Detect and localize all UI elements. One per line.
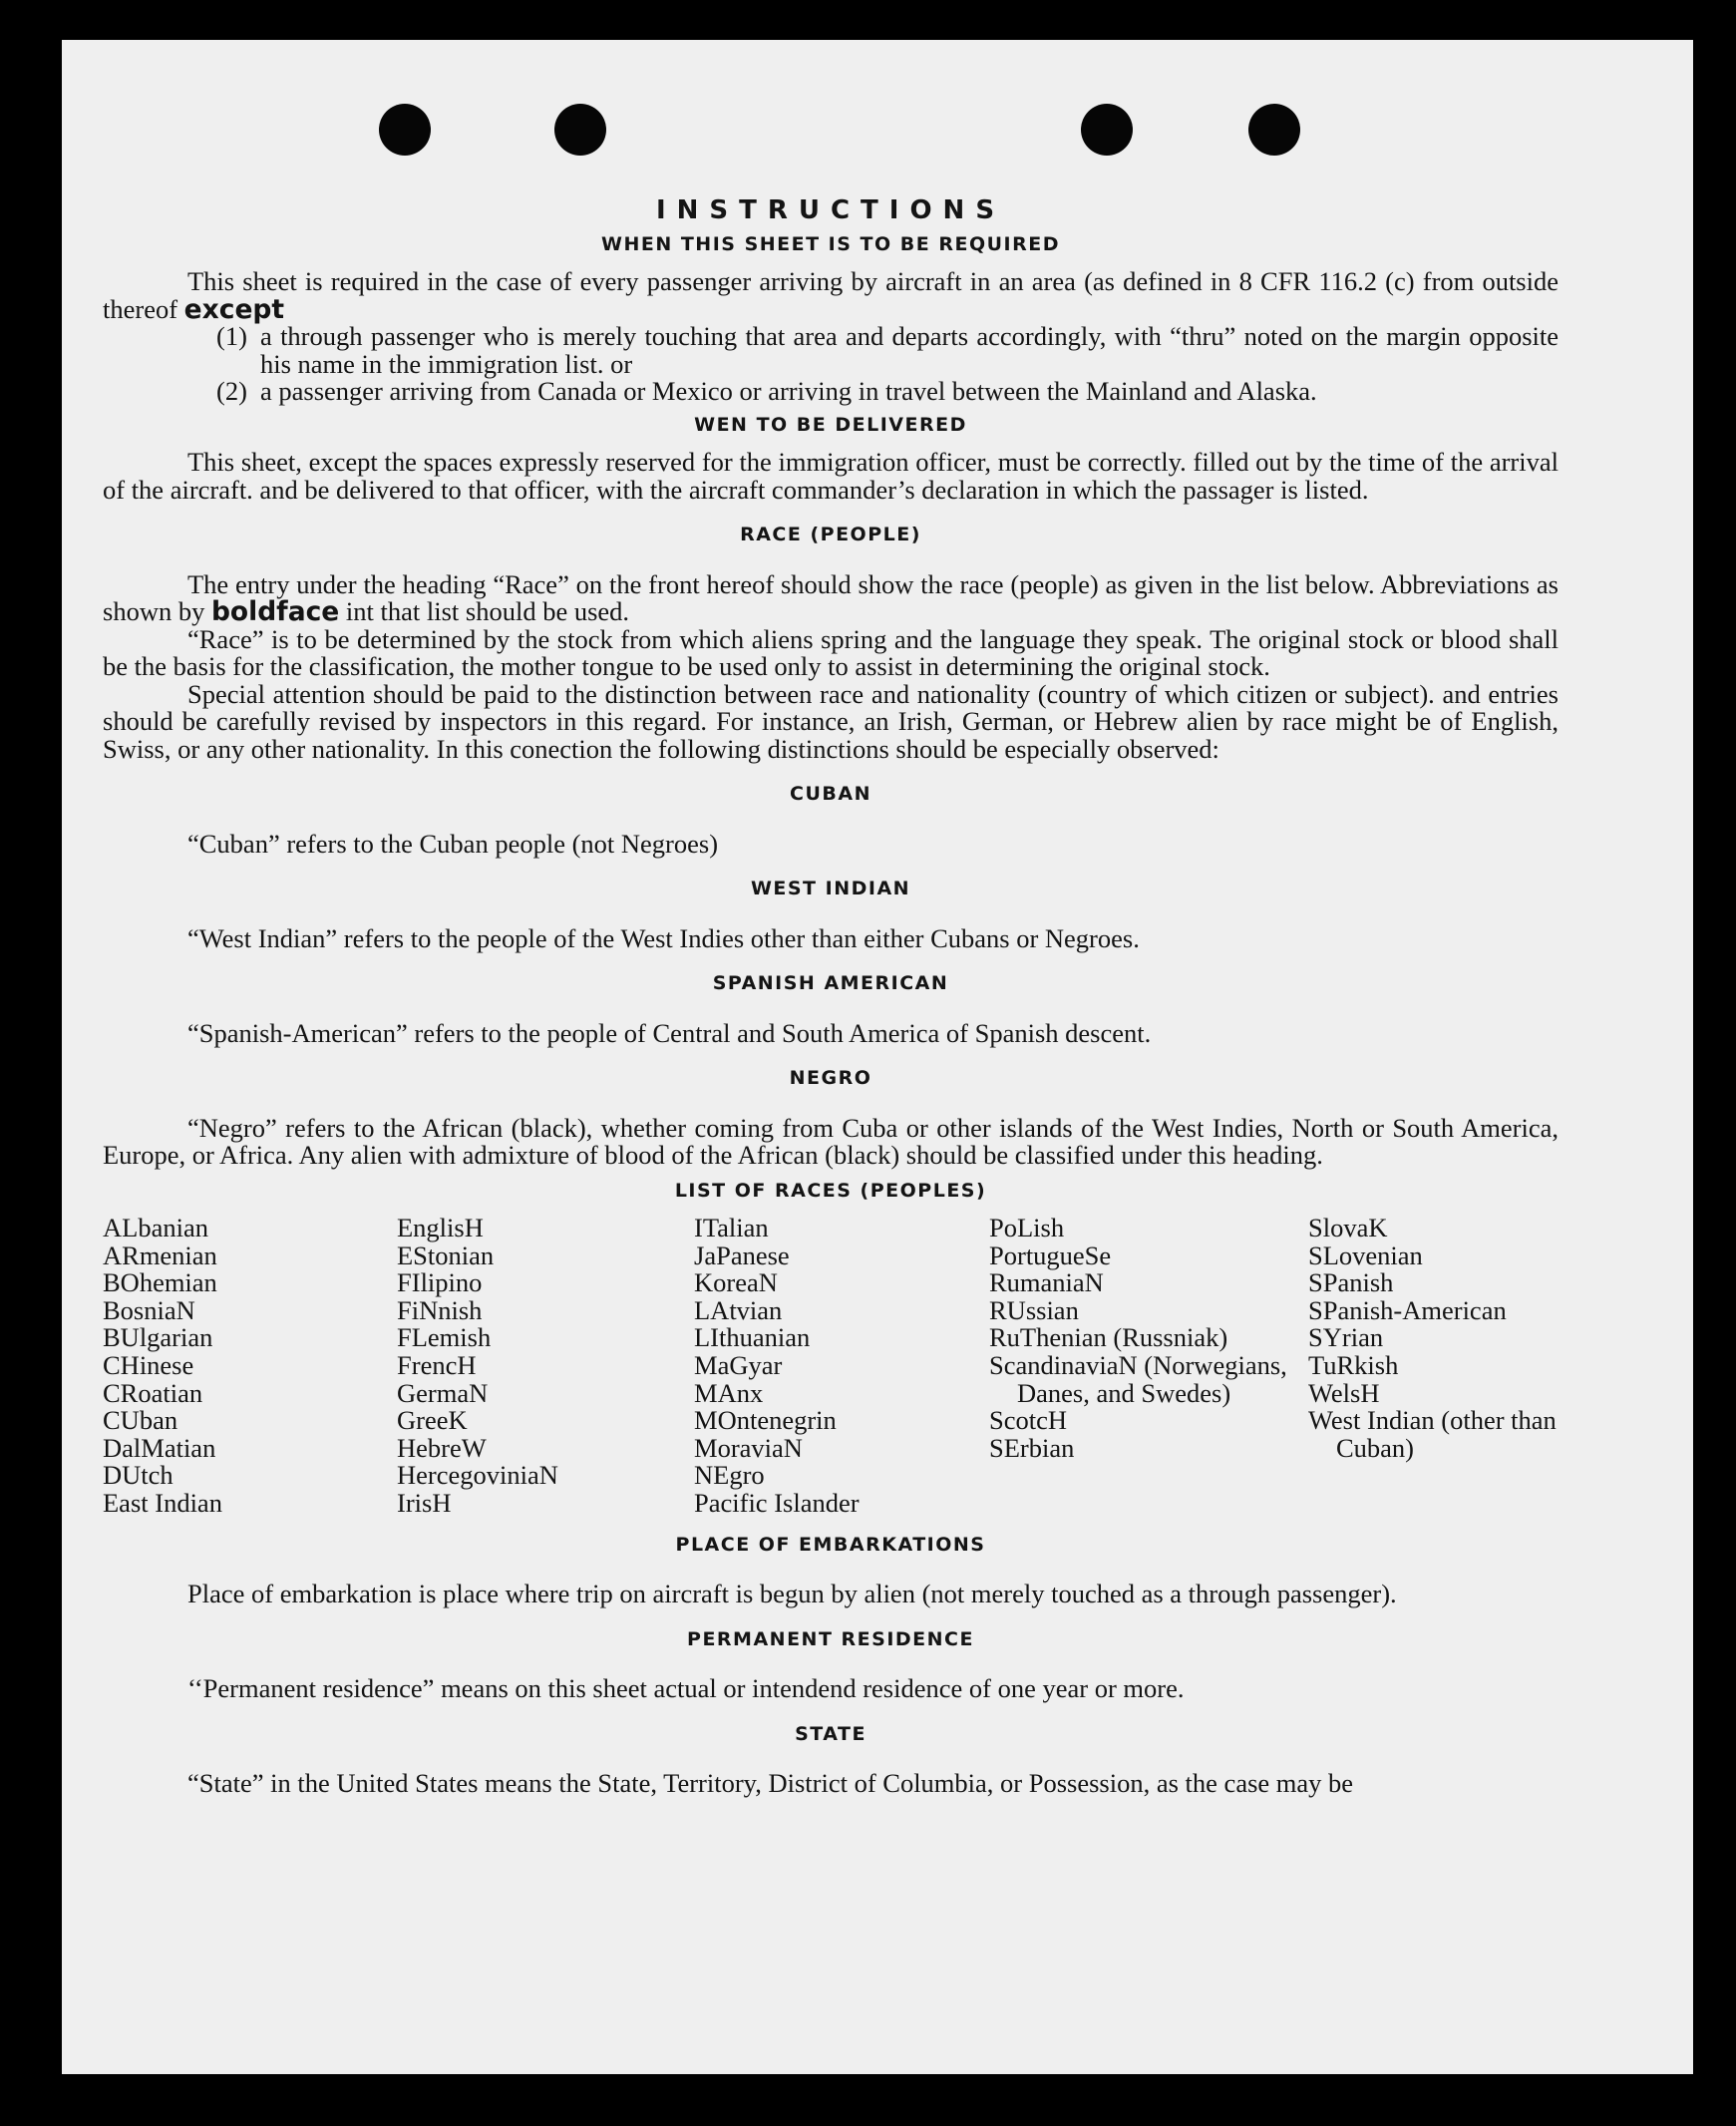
- races-column: [1308, 1215, 1559, 1518]
- race-entry: ALbanian: [103, 1213, 208, 1242]
- race-entry: PortugueSe: [989, 1240, 1112, 1270]
- race-p1-text-end: int that list should be used.: [345, 596, 630, 626]
- race-paragraph-1: [103, 568, 1559, 627]
- race-entry: LIthuanian: [694, 1322, 811, 1353]
- section-heading-race: RACE (PEOPLE): [740, 524, 921, 545]
- exception-item-1: [103, 323, 1559, 378]
- race-entry: RUssian: [989, 1294, 1079, 1325]
- race-entry: BOhemian: [103, 1267, 217, 1298]
- race-entry: MaGyar: [694, 1349, 783, 1380]
- exception-number: (2): [216, 376, 247, 406]
- race-entry: LAtvian: [694, 1294, 783, 1325]
- races-column: [103, 1215, 397, 1518]
- race-entry: RumaniaN: [989, 1267, 1104, 1298]
- race-entry: SPanish-American: [1308, 1294, 1507, 1325]
- section-heading-state: STATE: [795, 1722, 867, 1745]
- race-entry: MoraviaN: [694, 1432, 803, 1463]
- required-intro: This sheet is required in the case of every passenger arriving by aircraft in an area (as defined in 8 CFR 116.2 (c) from outside thereof: [103, 266, 1559, 324]
- race-entry: MAnx: [694, 1377, 764, 1408]
- race-paragraph-2: “Race” is to be determined by the stock from which aliens spring and the language they speak. The original stock or blood shall be the basis for the classification, the mother tongue to be used only to assist in determining the original stock.: [103, 623, 1559, 681]
- race-entry: Pacific Islander: [694, 1487, 860, 1518]
- race-entry: SYrian: [1308, 1322, 1384, 1353]
- race-entry: KoreaN: [694, 1267, 778, 1298]
- section-heading-list-of-races: LIST OF RACES (PEOPLES): [674, 1179, 987, 1202]
- section-heading-west-indian: WEST INDIAN: [750, 878, 911, 899]
- race-entry: CHinese: [103, 1349, 194, 1380]
- negro-paragraph: “Negro” refers to the African (black), whether coming from Cuba or other islands of the West Indies, North or South America, Europe, or Africa. Any alien with admixture of blood of the African (black) should be classified under this heading.: [103, 1112, 1559, 1170]
- race-entry: CRoatian: [103, 1377, 203, 1408]
- race-entry: ITalian: [694, 1213, 769, 1242]
- race-entry: IrisH: [397, 1487, 452, 1518]
- race-entry: ScotcH: [989, 1405, 1068, 1436]
- race-entry: ARmenian: [103, 1240, 217, 1270]
- boldface-word: boldface: [210, 596, 340, 627]
- exception-text: a through passenger who is merely touching that area and departs accordingly, with “thru” noted on the margin opposite his name in the immigration list. or: [260, 321, 1559, 379]
- race-entry: RuThenian (Russniak): [989, 1322, 1228, 1353]
- race-entry: TuRkish: [1308, 1349, 1399, 1380]
- races-column: [694, 1215, 989, 1518]
- document-page: [62, 40, 1693, 2074]
- race-entry: PoLish: [989, 1213, 1065, 1242]
- race-entry: HercegoviniaN: [397, 1460, 558, 1491]
- permanent-residence-paragraph: ‘‘Permanent residence” means on this sheet actual or intendend residence of one year or more.: [187, 1673, 1185, 1704]
- race-entry: SErbian: [989, 1432, 1075, 1463]
- race-entry: DUtch: [103, 1460, 174, 1491]
- section-heading-required: WHEN THIS SHEET IS TO BE REQUIRED: [600, 232, 1060, 255]
- race-paragraph-3: Special attention should be paid to the distinction between race and nationality (country of which citizen or subject). and entries should be carefully revised by inspectors in this regard. For instance, an Irish, German, or Hebrew alien by race might be of English, Swiss, or any other nationality. In this conection the following distinctions should be especially observed:: [103, 678, 1559, 764]
- punch-hole: [1248, 104, 1300, 156]
- spanish-american-paragraph: “Spanish-American” refers to the people of Central and South America of Spanish descent.: [187, 1017, 1152, 1048]
- punch-hole: [379, 104, 431, 156]
- except-word: except: [183, 293, 285, 325]
- race-entry: West Indian (other than Cuban): [1308, 1405, 1557, 1463]
- state-paragraph: “State” in the United States means the State, Territory, District of Columbia, or Possession, as the case may be: [187, 1768, 1354, 1799]
- race-entry: ScandinaviaN (Norwegians, Danes, and Swedes): [989, 1349, 1287, 1408]
- races-column: [989, 1215, 1308, 1518]
- race-entry: JaPanese: [694, 1240, 790, 1270]
- exception-number: (1): [216, 321, 247, 351]
- embarkation-paragraph: Place of embarkation is place where trip on aircraft is begun by alien (not merely touched as a through passenger).: [187, 1579, 1397, 1609]
- race-entry: FiNnish: [397, 1294, 483, 1325]
- section-heading-negro: NEGRO: [789, 1067, 872, 1089]
- race-entry: EStonian: [397, 1240, 495, 1270]
- punch-hole: [554, 104, 606, 156]
- section-heading-permanent-residence: PERMANENT RESIDENCE: [687, 1627, 974, 1650]
- race-entry: SLovenian: [1308, 1240, 1423, 1270]
- race-entry: SPanish: [1308, 1267, 1394, 1298]
- race-entry: EnglisH: [397, 1213, 484, 1242]
- page-title: INSTRUCTIONS: [655, 195, 1006, 225]
- race-entry: MOntenegrin: [694, 1405, 837, 1436]
- race-entry: SlovaK: [1308, 1213, 1388, 1242]
- exception-item-2: [103, 378, 1559, 406]
- races-list: [103, 1215, 1559, 1518]
- race-entry: GreeK: [397, 1405, 468, 1436]
- race-entry: NEgro: [694, 1460, 765, 1491]
- race-entry: HebreW: [397, 1432, 487, 1463]
- race-entry: BUlgarian: [103, 1322, 213, 1353]
- race-entry: CUban: [103, 1405, 178, 1436]
- race-entry: FIlipino: [397, 1267, 483, 1298]
- section-heading-embarkation: PLACE OF EMBARKATIONS: [675, 1533, 986, 1556]
- race-entry: East Indian: [103, 1487, 222, 1518]
- race-entry: FrencH: [397, 1349, 477, 1380]
- cuban-paragraph: “Cuban” refers to the Cuban people (not Negroes): [187, 828, 719, 859]
- race-entry: WelsH: [1308, 1377, 1380, 1408]
- race-p1-text: The entry under the heading “Race” on the front hereof should show the race (people) as given in the list below. Abbreviations as shown by: [103, 568, 1559, 626]
- punch-hole: [1081, 104, 1133, 156]
- race-entry: GermaN: [397, 1377, 489, 1408]
- delivered-paragraph: This sheet, except the spaces expressly reserved for the immigration officer, must be correctly. filled out by the time of the arrival of the aircraft. and be delivered to that officer, with the aircraft commander’s declaration in which the passager is listed.: [103, 447, 1559, 505]
- race-entry: BosniaN: [103, 1294, 195, 1325]
- races-column: [397, 1215, 694, 1518]
- west-indian-paragraph: “West Indian” refers to the people of the West Indies other than either Cubans or Negroes.: [187, 922, 1140, 953]
- instructions-content: [103, 197, 1559, 1798]
- section-heading-cuban: CUBAN: [790, 783, 871, 805]
- race-entry: DalMatian: [103, 1432, 216, 1463]
- section-heading-spanish-american: SPANISH AMERICAN: [712, 972, 949, 994]
- race-entry: FLemish: [397, 1322, 492, 1353]
- section-heading-delivered: WEN TO BE DELIVERED: [694, 413, 967, 436]
- required-paragraph: [103, 268, 1559, 323]
- exception-text: a passenger arriving from Canada or Mexico or arriving in travel between the Mainland and Alaska.: [260, 376, 1317, 406]
